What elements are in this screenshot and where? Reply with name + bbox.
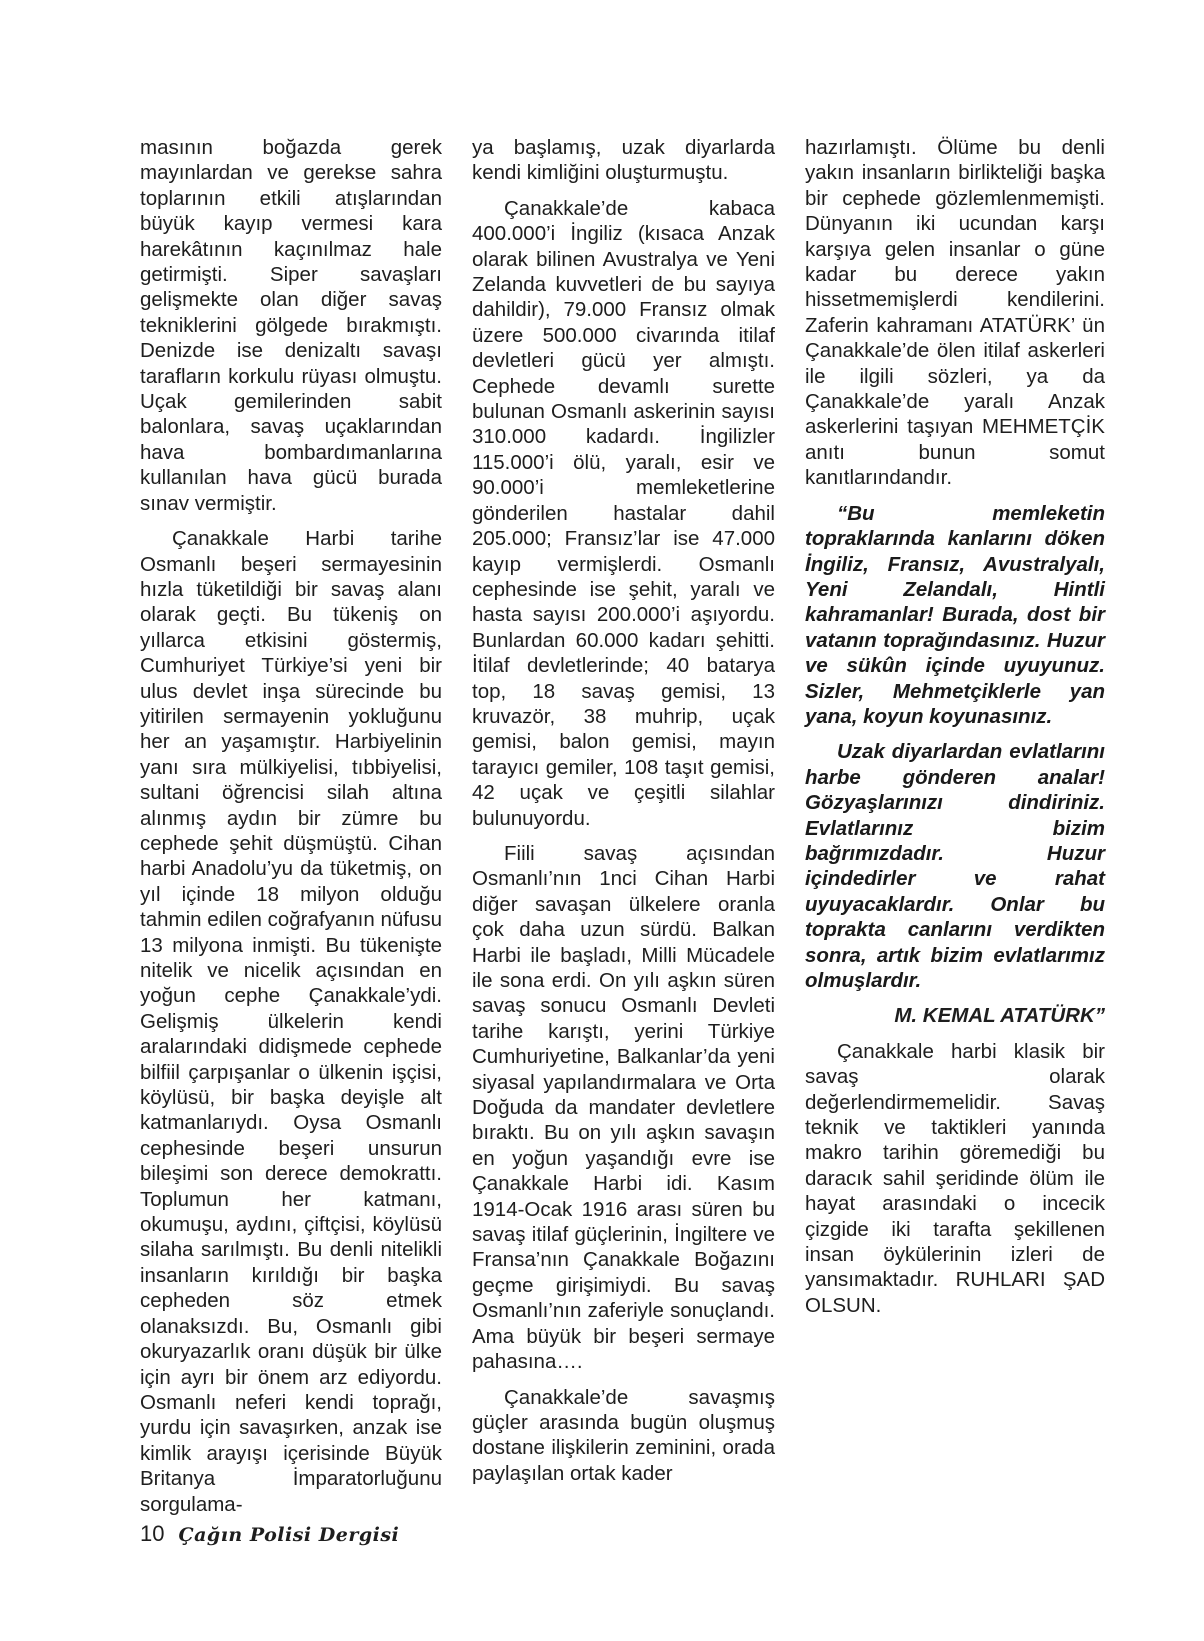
magazine-name: Çağın Polisi Dergisi [178, 1524, 400, 1546]
ataturk-quote-paragraph: Uzak diyarlardan evlatlarını harbe gönderen analar! Gözyaşlarınızı dindiriniz. Evlatlarınız bizim bağrımızdadır. Huzur içindedirler ve rahat uyuyacaklardır. Onlar bu toprakta canlarını verdikten sonra, artık bizim evlatlarımız olmuşlardır. [805, 740, 1105, 992]
paragraph: Fiili savaş açısından Osmanlı’nın 1nci Cihan Harbi diğer savaşan ülkelere oranla çok daha uzun sürdü. Balkan Harbi ile başladı, Milli Mücadele ile sona erdi. On yılı aşkın süren savaş sonucu Osmanlı Devleti tarihe karıştı, yerini Türkiye Cumhuriyetine, Balkanlar’da yeni siyasal yapılandırmalara ve Orta Doğuda da mandater devletlere bıraktı. Bu on yılı aşkın savaşın en yoğun yaşandığı evre ise Çanakkale Harbi idi. Kasım 1914-Ocak 1916 arası süren bu savaş itilaf güçlerinin, İngiltere ve Fransa’nın Çanakkale Boğazını geçme girişimiydi. Bu savaş Osmanlı’nın zaferiyle sonuçlandı. Ama büyük bir beşeri sermaye pahasına…. [472, 841, 775, 1374]
paragraph: Çanakkale’de kabaca 400.000’i İngiliz (kısaca Anzak olarak bilinen Avustralya ve Yeni Zelanda kuvvetleri de bu sayıya dahildir), 79.000 Fransız olmak üzere 500.000 civarında itilaf devletleri gücü yer almıştı. Cephede devamlı surette bulunan Osmanlı askerinin sayısı 310.000 kadardı. İngilizler 115.000’i ölü, yaralı, esir ve 90.000’i memleketlerine gönderilen hastalar dahil 205.000; Fransız’lar ise 47.000 kayıp vermişlerdi. Osmanlı cephesinde ise şehit, yaralı ve hasta sayısı 200.000’i aşıyordu. Bunlardan 60.000 kadarı şehitti. İtilaf devletlerinde; 40 batarya top, 18 savaş gemisi, 13 kruvazör, 38 muhrip, uçak gemisi, balon gemisi, mayın tarayıcı gemiler, 108 taşıt gemisi, 42 uçak ve çeşitli silahlar bulunuyordu. [472, 196, 775, 830]
ataturk-quote-paragraph: “Bu memleketin topraklarında kanlarını döken İngiliz, Fransız, Avustralyalı, Yeni Zelandalı, Hintli kahramanlar! Burada, dost bir vatanın toprağındasınız. Huzur ve sükûn içinde uyuyunuz. Sizler, Mehmetçiklerle yan yana, koyun koyunasınız. [805, 501, 1105, 728]
quote-signature: M. KEMAL ATATÜRK” [894, 1004, 1105, 1028]
text-column-2 [472, 135, 775, 1496]
paragraph: ya başlamış, uzak diyarlarda kendi kimliğini oluşturmuştu. [472, 136, 775, 185]
paragraph: Çanakkale Harbi tarihe Osmanlı beşeri sermayesinin hızla tüketildiği bir savaş alanı olarak geçti. Bu tükeniş on yıllarca etkisini göstermiş, Cumhuriyet Türkiye’si yeni bir ulus devlet inşa sürecinde bu yitirilen sermayenin yokluğunu her an yaşamıştır. Harbiyelinin yanı sıra mülkiyelisi, tıbbiyelisi, sultani öğrencisi silah altına alınmış aydın bir zümre bu cephede şehit düşmüştü. Cihan harbi Anadolu’yu da tüketmiş, on yıl içinde 18 milyon olduğu tahmin edilen coğrafyanın nüfusu 13 milyona inmişti. Bu tükenişte nitelik ve nicelik açısından en yoğun cephe Çanakkale’ydi. Gelişmiş ülkelerin kendi aralarındaki didişmede cephede bilfiil çarpışanlar o ülkenin işçisi, köylüsü, bir başka deyişle alt katmanlarıydı. Oysa Osmanlı cephesinde beşeri unsurun bileşimi son derece demokrattı. Toplumun her katmanı, okumuşu, aydını, çiftçisi, köylüsü silaha sarılmıştı. Bu denli nitelikli insanların kırıldığı bir başka cepheden söz etmek olanaksızdı. Bu, Osmanlı gibi okuryazarlık oranı düşük bir ülke için ayrı bir önem arz ediyordu. Osmanlı neferi kendi toprağı, yurdu için savaşırken, anzak ise kimlik arayışı içerisinde Büyük Britanya İmparatorluğunu sorgulama- [140, 527, 443, 1516]
paragraph: Çanakkale harbi klasik bir savaş olarak değerlendirmemelidir. Savaş teknik ve taktikleri yanında makro tarihin göremediği bu daracık sahil şeridinde ölüm ile hayat arasındaki o incecik çizgide iki tarafta şekillenen insan öykülerinin izleri de yansımaktadır. RUHLARI ŞAD OLSUN. [805, 1039, 1105, 1317]
paragraph: masının boğazda gerek mayınlardan ve gerekse sahra toplarının etkili atışlarından büyük kayıp vermesi kara harekâtının kaçınılmaz hale getirmişti. Siper savaşları gelişmekte olan diğer savaş tekniklerini gölgede bırakmıştı. Denizde ise denizaltı savaşı tarafların korkulu rüyası olmuştu. Uçak gemilerinden sabit balonlara, savaş uçaklarından hava bombardımanlarına kullanılan hava gücü burada sınav vermiştir. [140, 136, 442, 515]
page-number: 10 [140, 1521, 165, 1546]
text-column-3 [805, 135, 1105, 1328]
paragraph: Çanakkale’de savaşmış güçler arasında bugün oluşmuş dostane ilişkilerin zeminini, orada paylaşılan ortak kader [472, 1385, 775, 1485]
text-column-1 [140, 135, 442, 1527]
paragraph: hazırlamıştı. Ölüme bu denli yakın insanların birlikteliği başka bir cephede gözlemlenmemişti. Dünyanın iki ucundan karşı karşıya gelen insanlar o güne kadar bu derece yakın hissetmemişlerdi kendilerini. Zaferin kahramanı ATATÜRK’ ün Çanakkale’de ölen itilaf askerleri ile ilgili sözleri, ya da Çanakkale’de yaralı Anzak askerlerini taşıyan MEHMETÇİK anıtı bunun somut kanıtlarındandır. [805, 136, 1105, 490]
page-footer [140, 1521, 399, 1547]
